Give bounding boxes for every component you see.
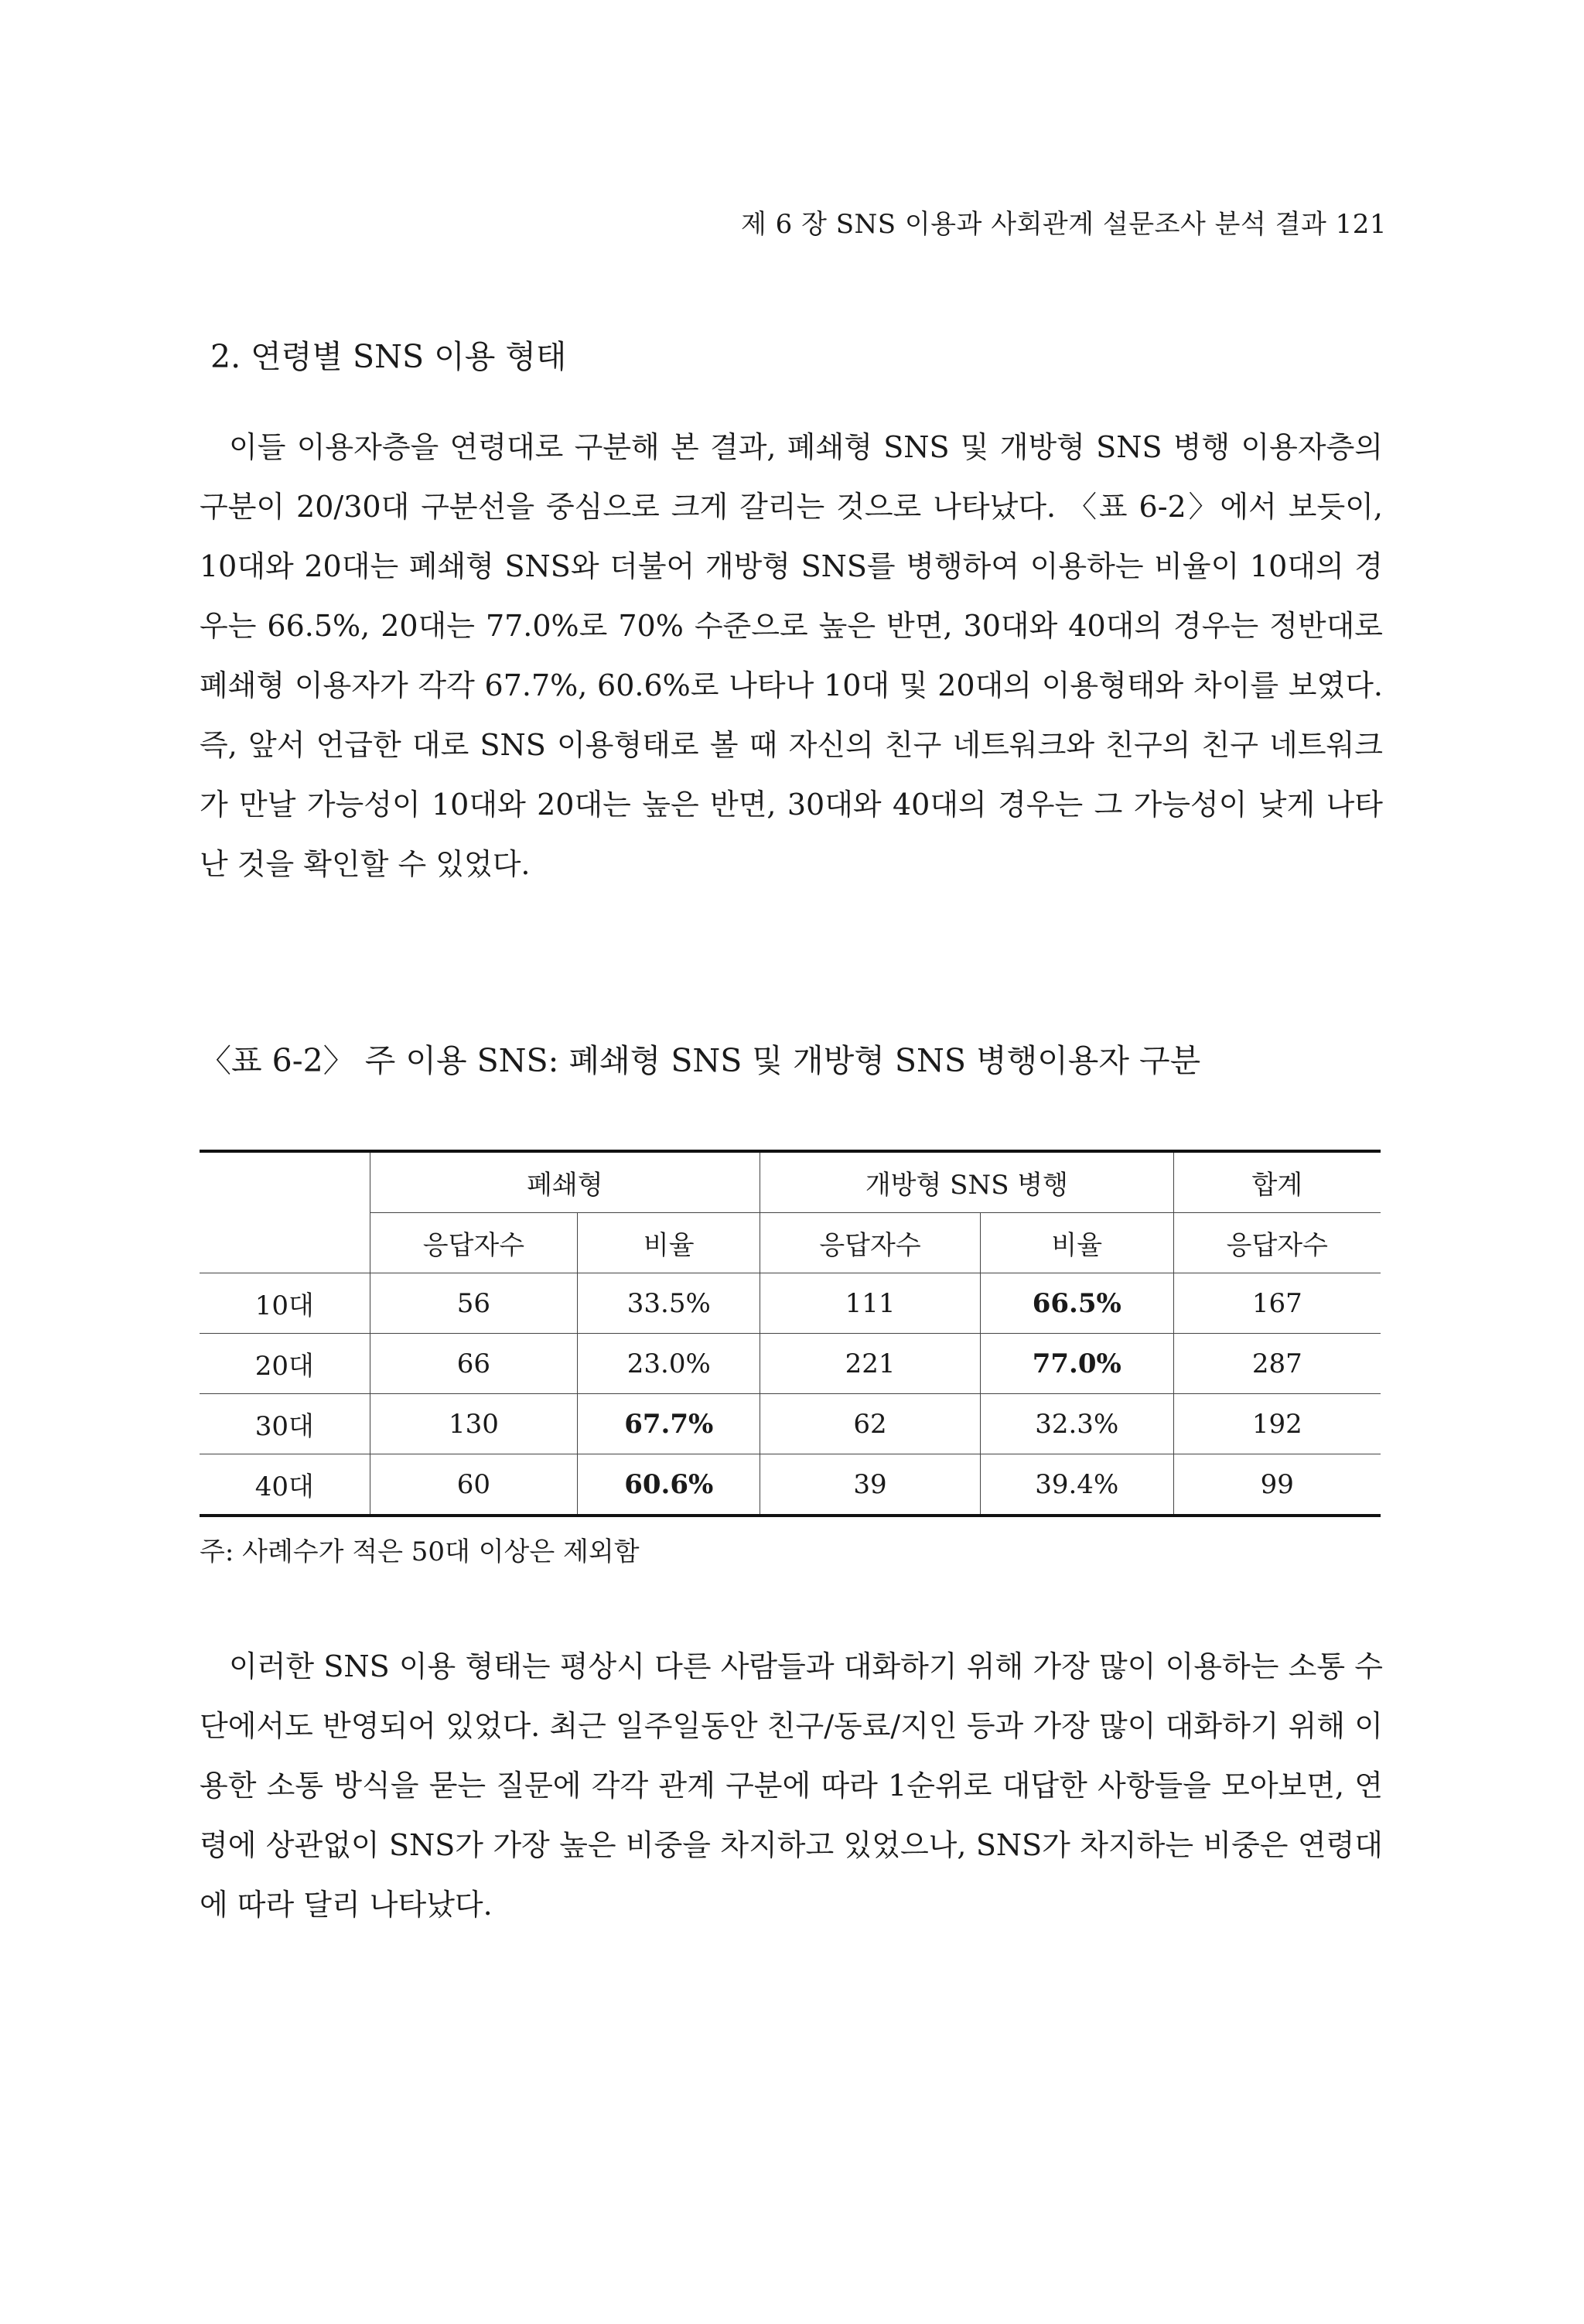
table-row: [200, 1273, 1381, 1334]
table-group-header-row: [200, 1151, 1381, 1213]
table-cell: 221: [760, 1334, 981, 1394]
body-paragraph-2: 이러한 SNS 이용 형태는 평상시 다른 사람들과 대화하기 위해 가장 많이 이용하는 소통 수단에서도 반영되어 있었다. 최근 일주일동안 친구/동료/지인 등과 가장 많이 대화하기 위해 이용한 소통 방식을 묻는 질문에 각각 관계 구분에 따라 1순위로 대답한 사항들을 모아보면, 연령에 상관없이 SNS가 가장 높은 비중을 차지하고 있었으나, SNS가 차지하는 비중은 연령대에 따라 달리 나타났다.: [200, 1649, 1383, 1922]
table-corner-cell: [200, 1151, 370, 1273]
table-row: [200, 1394, 1381, 1454]
age-sns-table: [200, 1150, 1381, 1517]
table-cell: 66: [370, 1334, 578, 1394]
sub-header-cell: 비율: [980, 1213, 1173, 1273]
table-cell: 39.4%: [980, 1454, 1173, 1516]
table-cell: 99: [1173, 1454, 1381, 1516]
section-heading: 2. 연령별 SNS 이용 형태: [210, 338, 567, 375]
row-label: 40대: [200, 1454, 370, 1516]
group-header-total: 합계: [1173, 1151, 1381, 1213]
sub-header-cell: 비율: [578, 1213, 760, 1273]
table-cell: 111: [760, 1273, 981, 1334]
table-cell: 33.5%: [578, 1273, 760, 1334]
group-header-open: 개방형 SNS 병행: [760, 1151, 1173, 1213]
table-caption: 〈표 6-2〉 주 이용 SNS: 폐쇄형 SNS 및 개방형 SNS 병행이용자 구분: [200, 1042, 1201, 1079]
table-cell: 39: [760, 1454, 981, 1516]
table-cell-highlight: 77.0%: [980, 1334, 1173, 1394]
running-header: 제 6 장 SNS 이용과 사회관계 설문조사 분석 결과 121: [741, 209, 1387, 240]
table-cell: 56: [370, 1273, 578, 1334]
table-note: 주: 사례수가 적은 50대 이상은 제외함: [200, 1536, 640, 1567]
table-row: [200, 1454, 1381, 1516]
row-label: 30대: [200, 1394, 370, 1454]
table-cell: 192: [1173, 1394, 1381, 1454]
table-cell-highlight: 67.7%: [578, 1394, 760, 1454]
row-label: 10대: [200, 1273, 370, 1334]
table-cell: 32.3%: [980, 1394, 1173, 1454]
body-paragraph-1: 이들 이용자층을 연령대로 구분해 본 결과, 폐쇄형 SNS 및 개방형 SNS 병행 이용자층의 구분이 20/30대 구분선을 중심으로 크게 갈리는 것으로 나타났다. 〈표 6-2〉에서 보듯이, 10대와 20대는 폐쇄형 SNS와 더불어 개방형 SNS를 병행하여 이용하는 비율이 10대의 경우는 66.5%, 20대는 77.0%로 70% 수준으로 높은 반면, 30대와 40대의 경우는 정반대로 폐쇄형 이용자가 각각 67.7%, 60.6%로 나타나 10대 및 20대의 이용형태와 차이를 보였다. 즉, 앞서 언급한 대로 SNS 이용형태로 볼 때 자신의 친구 네트워크와 친구의 친구 네트워크가 만날 가능성이 10대와 20대는 높은 반면, 30대와 40대의 경우는 그 가능성이 낮게 나타난 것을 확인할 수 있었다.: [200, 430, 1383, 881]
row-label: 20대: [200, 1334, 370, 1394]
sub-header-cell: 응답자수: [1173, 1213, 1381, 1273]
table-cell-highlight: 60.6%: [578, 1454, 760, 1516]
table-cell-highlight: 66.5%: [980, 1273, 1173, 1334]
group-header-closed: 폐쇄형: [370, 1151, 760, 1213]
table-cell: 60: [370, 1454, 578, 1516]
table-cell: 287: [1173, 1334, 1381, 1394]
table-cell: 23.0%: [578, 1334, 760, 1394]
table-row: [200, 1334, 1381, 1394]
sub-header-cell: 응답자수: [370, 1213, 578, 1273]
table-cell: 167: [1173, 1273, 1381, 1334]
table-cell: 130: [370, 1394, 578, 1454]
sub-header-cell: 응답자수: [760, 1213, 981, 1273]
table-sub-header-row: [200, 1213, 1381, 1273]
table-cell: 62: [760, 1394, 981, 1454]
